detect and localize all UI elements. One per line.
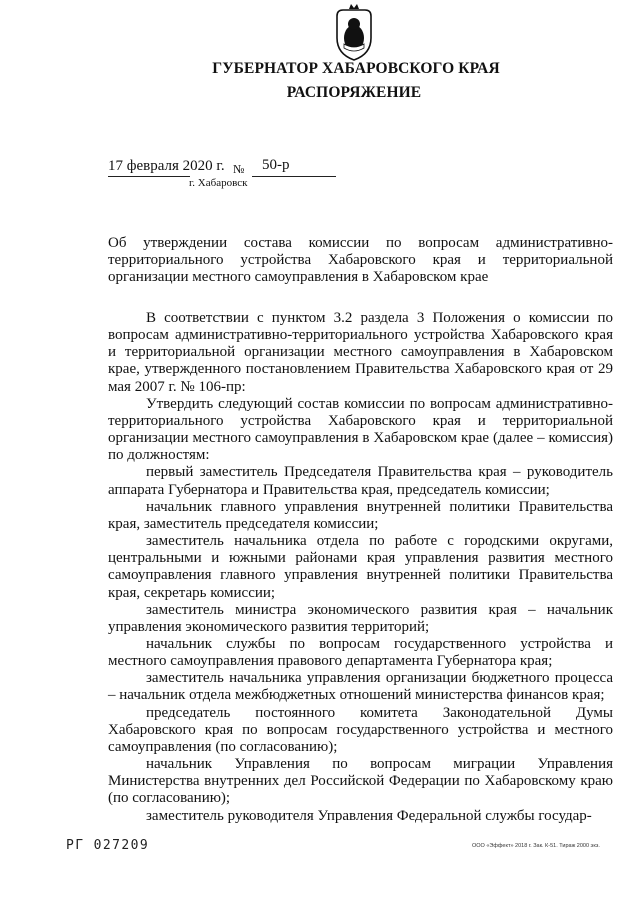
list-item: первый заместитель Председателя Правительства края – руководитель аппарата Губернатора и Правительства края, председатель комиссии; — [108, 464, 613, 498]
number-underline — [252, 176, 336, 177]
number-label: № — [233, 162, 245, 176]
document-date: 17 февраля 2020 г. — [108, 158, 225, 174]
list-item: начальник Управления по вопросам миграции Управления Министерства внутренних дел Российской Федерации по Хабаровскому краю (по согласованию); — [108, 756, 613, 807]
print-info: ООО «Эффект» 2018 г. Зак. К-51. Тираж 2000 экз. — [472, 843, 600, 849]
document-type-title: РАСПОРЯЖЕНИЕ — [286, 84, 422, 101]
list-item: начальник главного управления внутренней политики Правительства края, заместитель председателя комиссии; — [108, 498, 613, 532]
body-paragraph: Утвердить следующий состав комиссии по вопросам административно-территориального устройства Хабаровского края и территориальной организации местного самоуправления в Хабаровском крае (далее – комиссия) по должностям: — [108, 395, 613, 464]
list-item: председатель постоянного комитета Законодательной Думы Хабаровского края по вопросам государственного устройства и местного самоуправления (по согласованию); — [108, 704, 613, 755]
list-item: начальник службы по вопросам государственного устройства и местного самоуправления правового департамента Губернатора края; — [108, 635, 613, 670]
body-paragraph: В соответствии с пунктом 3.2 раздела 3 Положения о комиссии по вопросам административно-территориального устройства Хабаровского края и территориальной организации местного самоуправления в Хабаровском крае, утвержденного постановлением Правительства Хабаровского края от 29 мая 2007 г. № 106-пр: — [108, 310, 613, 395]
form-code: РГ 027209 — [66, 838, 150, 853]
document-body — [108, 310, 613, 825]
document-subject: Об утверждении состава комиссии по вопросам административно-территориального устройства Хабаровского края и территориальной организации местного самоуправления в Хабаровском крае — [108, 235, 613, 285]
list-item: заместитель начальника управления организации бюджетного процесса – начальник отдела межбюджетных отношений министерства финансов края; — [108, 670, 613, 704]
authority-title: ГУБЕРНАТОР ХАБАРОВСКОГО КРАЯ — [212, 60, 500, 77]
list-item: заместитель начальника отдела по работе с городскими округами, центральными и южными районами края управления развития местного самоуправления главного управления внутренней политики Правительства края, секретарь комиссии; — [108, 533, 613, 601]
list-item: заместитель руководителя Управления Федеральной службы государ- — [146, 807, 592, 824]
document-city: г. Хабаровск — [189, 177, 248, 189]
list-item: заместитель министра экономического развития края – начальник управления экономического развития территорий; — [108, 601, 613, 635]
coat-of-arms-icon — [329, 4, 379, 62]
document-number: 50-р — [262, 157, 290, 173]
date-underline — [108, 176, 190, 177]
